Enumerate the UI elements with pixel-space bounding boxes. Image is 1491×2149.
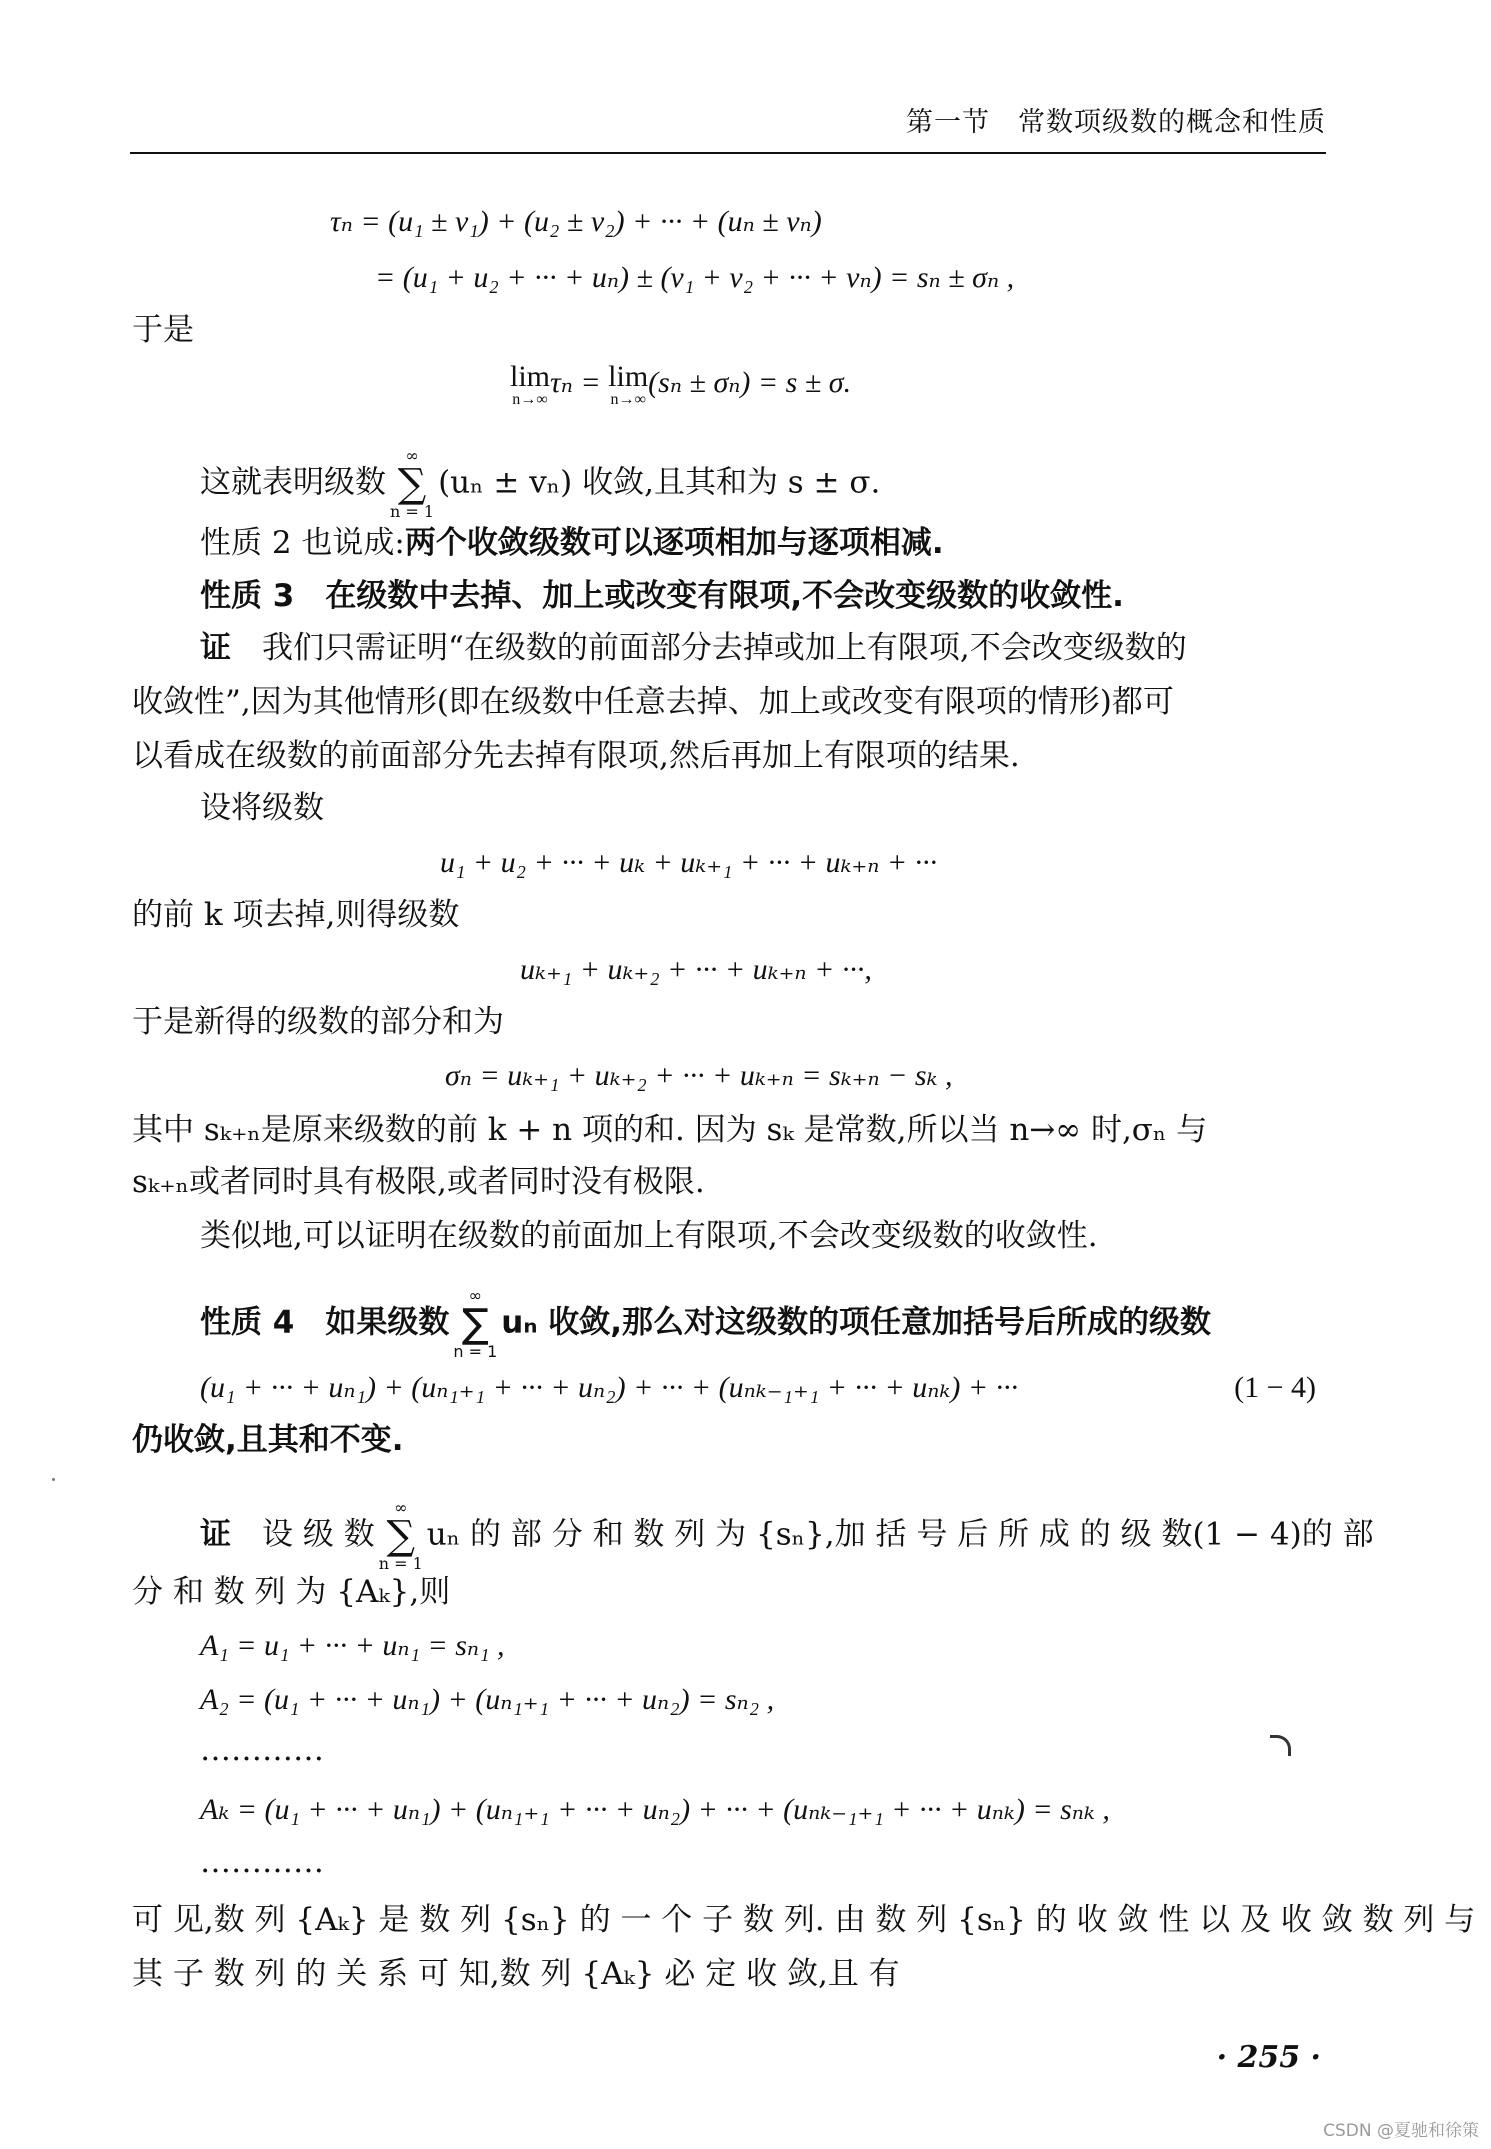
equation-series-full: u₁ + u₂ + ··· + uₖ + uₖ₊₁ + ··· + uₖ₊ₙ + ··· — [440, 846, 938, 879]
equation-tau-line2: = (u₁ + u₂ + ··· + uₙ) ± (v₁ + v₂ + ··· + vₙ) = sₙ ± σₙ , — [375, 261, 1015, 294]
lim-expr-2: (sₙ ± σₙ) = s ± σ. — [648, 365, 852, 399]
heading-property3: 性质 3 在级数中去掉、加上或改变有限项,不会改变级数的收敛性. — [200, 578, 1124, 614]
running-header — [130, 100, 1326, 139]
paragraph-kejian-line1: 可 见,数 列 {Aₖ} 是 数 列 {sₙ} 的 一 个 子 数 列. 由 数 列 {sₙ} 的 收 敛 性 以 及 收 敛 数 列 与 — [132, 1902, 1476, 1938]
proof3-line2: 收敛性”,因为其他情形(即在级数中任意去掉、加上或改变有限项的情形)都可 — [132, 684, 1174, 720]
proof4-line1: 证 设 级 数 ∞ ∑ n = 1 uₙ 的 部 分 和 数 列 为 {sₙ},加 括 号 后 所 成 的 级 数(1 − 4)的 部 — [200, 1498, 1374, 1573]
equation-A2: A₂ = (u₁ + ··· + uₙ₁) + (uₙ₁₊₁ + ··· + uₙ₂) = sₙ₂ , — [200, 1683, 775, 1716]
equation-grouped-series: (u₁ + ··· + uₙ₁) + (uₙ₁₊₁ + ··· + uₙ₂) + ··· + (uₙₖ₋₁₊₁ + ··· + uₙₖ) + ··· — [200, 1371, 1019, 1404]
proof3-line3: 以看成在级数的前面部分先去掉有限项,然后再加上有限项的结果. — [132, 738, 1020, 774]
header-title: 常数项级数的概念和性质 — [1018, 107, 1326, 138]
paragraph-property2: 性质 2 也说成:两个收敛级数可以逐项相加与逐项相减. — [200, 525, 944, 561]
header-rule — [130, 152, 1326, 154]
paragraph-kejian-line2: 其 子 数 列 的 关 系 可 知,数 列 {Aₖ} 必 定 收 敛,且 有 — [132, 1956, 900, 1992]
ellipsis-1: ………… — [200, 1732, 324, 1768]
proof4-line2: 分 和 数 列 为 {Aₖ},则 — [132, 1574, 451, 1610]
equation-A1: A₁ = u₁ + ··· + uₙ₁ = sₙ₁ , — [200, 1629, 505, 1662]
text-shejiang: 设将级数 — [200, 790, 324, 826]
equation-limit — [510, 362, 851, 408]
paragraph-qizhong-line2: sₖ₊ₙ或者同时具有极限,或者同时没有极限. — [132, 1164, 705, 1200]
text-reng: 仍收敛,且其和不变. — [132, 1422, 404, 1458]
text-xinde: 于是新得的级数的部分和为 — [132, 1004, 504, 1040]
watermark: CSDN @夏驰和徐策 — [1323, 2121, 1479, 2141]
text-qiank: 的前 k 项去掉,则得级数 — [132, 897, 460, 933]
header-section: 第一节 — [906, 107, 990, 138]
lim-operator-2: lim n→∞ — [608, 360, 649, 408]
equation-sigma: σₙ = uₖ₊₁ + uₖ₊₂ + ··· + uₖ₊ₙ = sₖ₊ₙ − sₖ , — [445, 1059, 953, 1092]
equation-Ak: Aₖ = (u₁ + ··· + uₙ₁) + (uₙ₁₊₁ + ··· + uₙ₂) + ··· + (uₙₖ₋₁₊₁ + ··· + uₙₖ) = sₙₖ , — [200, 1793, 1110, 1826]
text-yushi: 于是 — [132, 312, 194, 348]
paragraph-qizhong-line1: 其中 sₖ₊ₙ是原来级数的前 k + n 项的和. 因为 sₖ 是常数,所以当 n→∞ 时,σₙ 与 — [132, 1112, 1208, 1148]
equation-series-tail: uₖ₊₁ + uₖ₊₂ + ··· + uₖ₊ₙ + ···, — [520, 953, 872, 986]
paragraph-biaoming: 这就表明级数 ∞ ∑ n = 1 (uₙ ± vₙ) 收敛,且其和为 s ± σ. — [200, 446, 881, 521]
equation-tag: (1 − 4) — [1234, 1371, 1316, 1404]
sum-symbol-2: ∞ ∑ n = 1 — [453, 1286, 498, 1361]
lim-expr-1: τₙ = — [550, 365, 609, 399]
pen-mark — [1270, 1735, 1291, 1756]
stray-dot — [52, 1478, 55, 1481]
ellipsis-2: ………… — [200, 1844, 324, 1880]
sum-symbol-3: ∞ ∑ n = 1 — [378, 1498, 423, 1573]
lim-operator-1: lim n→∞ — [510, 360, 551, 408]
paragraph-leisi: 类似地,可以证明在级数的前面加上有限项,不会改变级数的收敛性. — [200, 1218, 1098, 1254]
sum-symbol-1: ∞ ∑ n = 1 — [390, 446, 435, 521]
proof3-line1: 证 我们只需证明“在级数的前面部分去掉或加上有限项,不会改变级数的 — [200, 630, 1187, 666]
page-number: · 255 · — [1216, 2040, 1321, 2075]
equation-tau-line1: τₙ = (u₁ ± v₁) + (u₂ ± v₂) + ··· + (uₙ ± vₙ) — [330, 205, 822, 238]
heading-property4: 性质 4 如果级数 ∞ ∑ n = 1 uₙ 收敛,那么对这级数的项任意加括号后所成的级数 — [200, 1286, 1212, 1361]
